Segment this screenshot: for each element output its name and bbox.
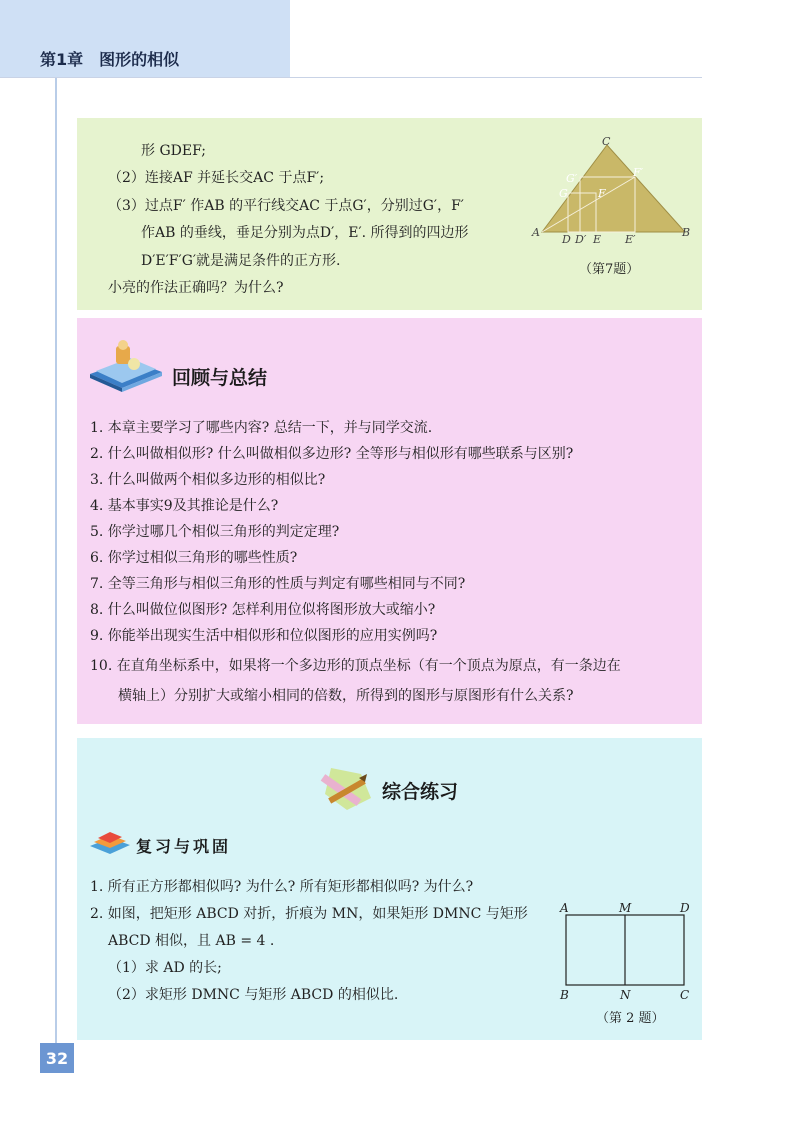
page-number: 32: [40, 1043, 74, 1073]
review-item: 3. 什么叫做两个相似多边形的相似比?: [90, 472, 326, 488]
review-item: 1. 本章主要学习了哪些内容? 总结一下，并与同学交流.: [90, 420, 433, 436]
problem7-line: 小亮的作法正确吗？为什么?: [108, 280, 284, 296]
label-f-prime: F′: [633, 166, 644, 179]
label-d: D: [680, 901, 690, 915]
review-item: 4. 基本事实9及其推论是什么?: [90, 498, 279, 514]
label-b: B: [682, 226, 691, 239]
exercise-line: 1. 所有正方形都相似吗? 为什么? 所有矩形都相似吗? 为什么?: [90, 879, 474, 895]
header-rule: [0, 77, 702, 78]
label-d: D: [562, 233, 571, 245]
label-b: B: [560, 988, 569, 1002]
label-d-prime: D′: [575, 233, 587, 245]
label-a: A: [560, 901, 569, 915]
exercise-line: （1）求 AD 的长;: [108, 960, 222, 976]
label-c: C: [602, 135, 611, 148]
pencil-ruler-icon: [313, 764, 375, 816]
chapter-number: 第1章: [40, 50, 84, 69]
exercise-caption: （第 2 题）: [596, 1011, 665, 1026]
problem7-line: D′E′F′G′就是满足条件的正方形.: [141, 253, 341, 269]
review-item: 9. 你能举出现实生活中相似形和位似图形的应用实例吗?: [90, 628, 438, 644]
label-m: M: [619, 901, 632, 915]
chapter-header: [40, 47, 195, 70]
problem7-line: 作AB 的垂线，垂足分别为点D′，E′. 所得到的四边形: [141, 225, 469, 241]
problem7-line: （2）连接AF 并延长交AC 于点F′;: [108, 170, 325, 186]
review-item: 5. 你学过哪几个相似三角形的判定定理?: [90, 524, 340, 540]
label-e-prime: E′: [625, 233, 636, 245]
problem7-figure: [530, 135, 695, 245]
book-icon: [86, 338, 166, 394]
review-title: 回顾与总结: [172, 367, 268, 389]
exercise-subtitle: 复习与巩固: [136, 837, 232, 856]
label-e: E: [593, 233, 602, 245]
chapter-title: 图形的相似: [99, 50, 180, 69]
review-item: 2. 什么叫做相似形? 什么叫做相似多边形? 全等形与相似形有哪些联系与区别?: [90, 446, 574, 462]
exercise-title: 综合练习: [382, 781, 459, 803]
review-item: 6. 你学过相似三角形的哪些性质?: [90, 550, 298, 566]
label-f: F: [598, 187, 606, 200]
exercise-line: （2）求矩形 DMNC 与矩形 ABCD 的相似比.: [108, 987, 399, 1003]
label-n: N: [620, 988, 631, 1002]
label-g-prime: G′: [566, 172, 578, 185]
review-item: 8. 什么叫做位似图形? 怎样利用位似将图形放大或缩小?: [90, 602, 436, 618]
rectangle-abcd-figure: [556, 900, 696, 1005]
problem7-line: （3）过点F′ 作AB 的平行线交AC 于点G′，分别过G′，F′: [108, 198, 464, 214]
label-c: C: [680, 988, 690, 1002]
margin-rule: [55, 78, 57, 1043]
review-item: 10. 在直角坐标系中，如果将一个多边形的顶点坐标（有一个顶点为原点，有一条边在: [90, 658, 621, 674]
review-item: 7. 全等三角形与相似三角形的性质与判定有哪些相同与不同?: [90, 576, 466, 592]
problem7-caption: （第7题）: [579, 262, 640, 277]
exercise-line: 2. 如图，把矩形 ABCD 对折，折痕为 MN，如果矩形 DMNC 与矩形: [90, 906, 528, 922]
review-item: 横轴上）分别扩大或缩小相同的倍数，所得到的图形与原图形有什么关系?: [118, 688, 574, 704]
label-a: A: [532, 226, 540, 239]
problem7-line: 形 GDEF;: [141, 143, 207, 159]
exercise-line: ABCD 相似，且 AB = 4 .: [108, 933, 275, 949]
review-stack-icon: [88, 830, 132, 856]
label-g: G: [559, 187, 568, 200]
